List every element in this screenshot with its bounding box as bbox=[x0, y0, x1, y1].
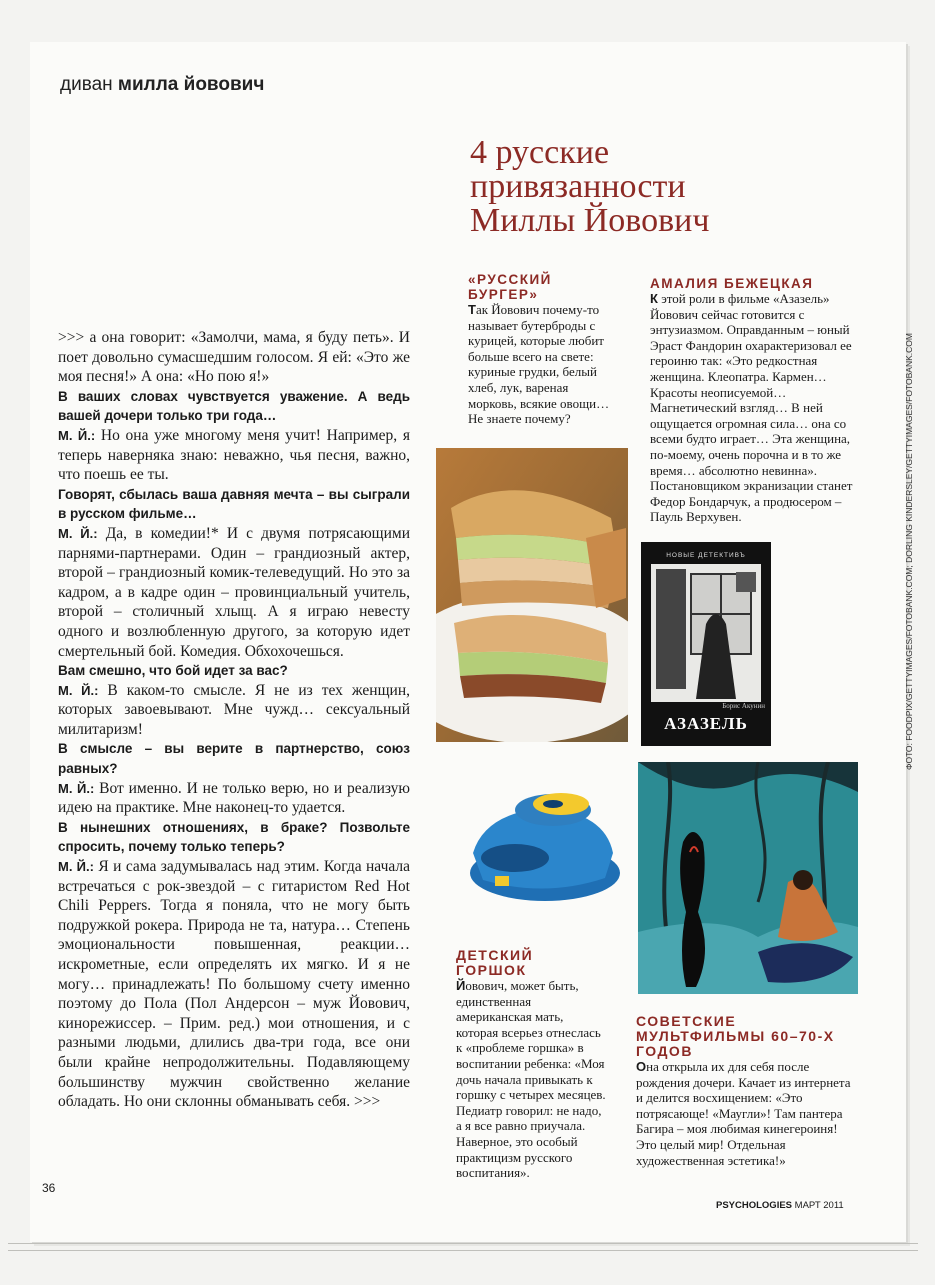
headline-line: 4 русские bbox=[470, 134, 610, 171]
interview-question: Говорят, сбылась ваша давняя мечта – вы сыграли в русском фильме… bbox=[58, 486, 410, 522]
interview-question: В ваших словах чувствуется уважение. А ведь вашей дочери только три года… bbox=[58, 388, 410, 424]
magazine-name: PSYCHOLOGIES bbox=[716, 1200, 793, 1211]
answer-text: Вот именно. И не только верю, но и реализую идею на практике. Мне наконец-то удается. bbox=[58, 779, 411, 817]
potty-photo bbox=[445, 768, 621, 920]
section-header bbox=[60, 74, 264, 96]
speaker-initials: М. Й.: bbox=[58, 682, 99, 698]
cartoons-title: СОВЕТСКИЕ МУЛЬТФИЛЬМЫ 60–70-Х ГОДОВ bbox=[636, 1013, 835, 1059]
answer-text: Я и сама задумывалась над этим. Когда начала встречаться с рок-звездой – с гитаристом Red Hot Chili Peppers. Тогда я поняла, что не могу быть подружкой рокера. Природа не та, натура… Степень эмоциональности повышенная, реакции… искрометные, если определять их мягко. И я не могу… принадлежать! По большому счету именно поэтому до Пола (Пол Андерсон – муж Йовович, кинорежиссер. – Прим. ред.) мои отношения, и с разными людьми, длились два-три года, все они были крайне непродолжительны. Подавляющему большинству мужчин свойственно желание обладать. Но они склонны обманывать себя. >>> bbox=[58, 858, 410, 1111]
headline-line: Миллы Йовович bbox=[470, 202, 710, 239]
burger-box bbox=[468, 272, 618, 427]
interview-answer bbox=[58, 524, 410, 661]
burger-text: Так Йовович почему-то называет бутерброды с курицей, которые любит больше всего на свете: куриные грудки, белый хлеб, лук, вареная морковь, всякие овощи… Не знаете почему? bbox=[468, 302, 610, 427]
section-person: милла йовович bbox=[117, 74, 265, 95]
interview-answer bbox=[58, 328, 410, 387]
speaker-initials: М. Й.: bbox=[58, 780, 95, 796]
potty-box bbox=[456, 948, 608, 1181]
book-author: Борис Акунин bbox=[722, 702, 765, 710]
amalia-box bbox=[650, 276, 860, 525]
book-title: АЗАЗЕЛЬ bbox=[664, 714, 748, 733]
section-label: диван bbox=[60, 74, 113, 95]
burger-photo bbox=[436, 448, 628, 742]
interview-answer bbox=[58, 426, 410, 485]
headline bbox=[470, 136, 790, 238]
magazine-issue: МАРТ 2011 bbox=[794, 1200, 844, 1211]
answer-text: >>> а она говорит: «Замолчи, мама, я буду петь». И поет довольно сумасшедшим голосом. Я ей: «Это же моя песня!» А она: «Но пою я!» bbox=[58, 329, 410, 386]
azazel-book-cover bbox=[641, 542, 771, 746]
potty-title: ДЕТСКИЙ ГОРШОК bbox=[456, 947, 534, 978]
photo-credit-text: ФОТО: FOODPIX/GETTYIMAGES/FOTOBANK.COM; DORLING KINDERSLEY/GETTYIMAGES/FOTOBANK.COM bbox=[904, 333, 914, 770]
burger-title: «РУССКИЙ БУРГЕР» bbox=[468, 272, 552, 302]
interview-answer bbox=[58, 681, 410, 740]
cartoons-box bbox=[636, 1014, 858, 1168]
interview-question: В смысле – вы верите в партнерство, союз равных? bbox=[58, 741, 410, 777]
mowgli-cartoon-image bbox=[638, 762, 858, 994]
page-edge-line bbox=[8, 1250, 918, 1251]
answer-text: В каком-то смысле. Я не из тех женщин, которых завоевывают. Мне чужд… сексуальный милитаризм! bbox=[58, 681, 410, 738]
interview-answer bbox=[58, 857, 410, 1112]
photo-credit bbox=[904, 300, 916, 770]
book-series: НОВЫЕ ДЕТЕКТИВЪ bbox=[666, 552, 746, 559]
answer-text: Но она уже многому меня учит! Например, я теперь наверняка знаю: неважно, чья песня, важно, что поешь ее ты. bbox=[58, 426, 410, 484]
page-edge-line bbox=[8, 1243, 918, 1244]
cartoons-text: Она открыла их для себя после рождения дочери. Качает из интернета и делится восхищением: «Это потрясающе! «Маугли»! Там пантера Багира – моя любимая кинегероиня! Это целый мир! Отдельная художественная эстетика!» bbox=[636, 1059, 851, 1168]
interview-question: В нынешних отношениях, в браке? Позвольте спросить, почему только теперь? bbox=[58, 819, 410, 855]
speaker-initials: М. Й.: bbox=[58, 427, 96, 443]
speaker-initials: М. Й.: bbox=[58, 859, 94, 875]
answer-text: Да, в комедии!* И с двумя потрясающими парнями-партнерами. Один – грандиозный актер, второй – грандиозный комик-телеведущий. Но это за кадром, а в кадре один – провинциальный учитель, второй – столичный хлыщ. А я играю невесту одного и возлюбленную другого, за которую идет смертельный бой. Комедия. Обхохочешься. bbox=[58, 524, 410, 660]
amalia-title: АМАЛИЯ БЕЖЕЦКАЯ bbox=[650, 276, 814, 291]
potty-text: Йовович, может быть, единственная американская мать, которая всерьез отнеслась к «проблеме горшка» в воспитании ребенка: «Моя дочь начала привыкать к горшку с четырех месяцев. Педиатр говорил: не надо, а я все равно приучала. Наверное, это особый практицизм русского воспитания». bbox=[456, 978, 606, 1181]
speaker-initials: М. Й.: bbox=[58, 525, 98, 541]
interview-answer bbox=[58, 779, 410, 818]
headline-line: привязанности bbox=[470, 168, 686, 205]
book-illustration bbox=[651, 564, 761, 702]
interview-question: Вам смешно, что бой идет за вас? bbox=[58, 663, 288, 679]
page-number: 36 bbox=[42, 1181, 56, 1195]
amalia-text: К этой роли в фильме «Азазель» Йовович сейчас готовится с энтузиазмом. Оправданным – юный Эраст Фандорин охарактеризовал ее героиню так: «Это редкостная женщина. Клеопатра. Кармен… Красоты неописуемой… Магнетический взгляд… В ней ощущается огромная сила… она со всеми будто играет… Эта женщина, по-моему, очень порочна и в то же время… абсолютно невинна». Постановщиком экранизации станет Федор Бондарчук, а продюсером – Пауль Верхувен. bbox=[650, 291, 853, 525]
interview-column bbox=[58, 328, 410, 1112]
magazine-footer bbox=[716, 1200, 844, 1211]
